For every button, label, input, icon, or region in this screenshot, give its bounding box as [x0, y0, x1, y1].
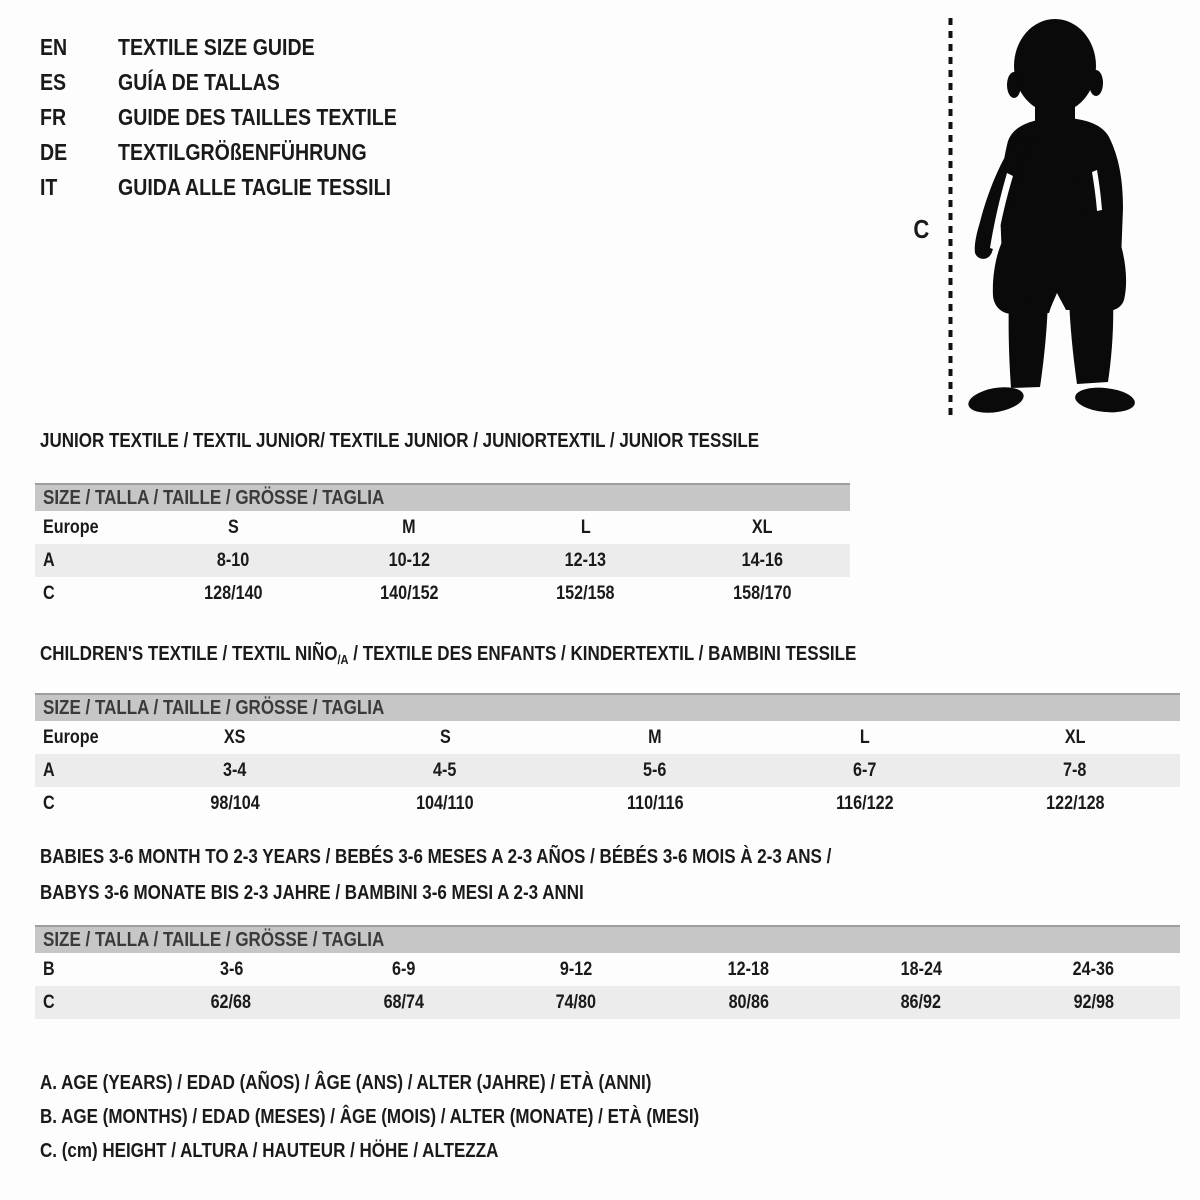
babies-size-table — [35, 925, 1180, 1019]
size-cell: XL — [1064, 726, 1086, 748]
height-cell: 116/122 — [836, 792, 894, 814]
babies-size-grid — [35, 953, 1180, 1019]
lang-title: GUIDA ALLE TAGLIE TESSILI — [118, 174, 391, 200]
junior-size-grid — [35, 511, 850, 610]
height-cell: 122/128 — [1045, 792, 1105, 814]
children-section-title: CHILDREN'S TEXTILE / TEXTIL $NIÑO_{/A}$ / TEXTILE DES ENFANTS / KINDERTEXTIL / BAMBINI TESSILE — [40, 643, 857, 667]
size-cell: L — [860, 726, 870, 748]
legend-age-months: B. AGE (MONTHS) / EDAD (MESES) / ÂGE (MOIS) / ALTER (MONATE) / ETÀ (MESI) — [40, 1106, 700, 1128]
lang-code: ES — [40, 69, 67, 95]
children-size-table — [35, 693, 1180, 820]
table-row — [35, 953, 1180, 986]
junior-section-title: JUNIOR TEXTILE / TEXTIL JUNIOR/ TEXTILE JUNIOR / JUNIORTEXTIL / JUNIOR TESSILE — [40, 430, 760, 452]
table-row — [35, 754, 1180, 787]
table-row — [35, 511, 850, 544]
age-cell: 12-18 — [728, 958, 770, 980]
size-header-row: SIZE / TALLA / TAILLE / GRÖSSE / TAGLIA — [35, 483, 850, 511]
legend-age-years: A. AGE (YEARS) / EDAD (AÑOS) / ÂGE (ANS) / ALTER (JAHRE) / ETÀ (ANNI) — [40, 1072, 652, 1094]
size-cell: XS — [224, 726, 246, 748]
lang-title: GUÍA DE TALLAS — [118, 69, 280, 95]
table-row — [35, 577, 850, 610]
height-cell: 140/152 — [380, 582, 439, 604]
lang-code: DE — [40, 139, 68, 165]
lang-title: TEXTILE SIZE GUIDE — [118, 34, 315, 60]
row-label: C — [43, 582, 55, 604]
height-cell: 158/170 — [732, 582, 792, 604]
row-label: B — [43, 958, 55, 980]
size-cell: M — [402, 516, 417, 538]
babies-section-title-line2: BABYS 3-6 MONATE BIS 2-3 JAHRE / BAMBINI 3-6 MESI A 2-3 ANNI — [40, 882, 584, 904]
height-cell: 80/86 — [728, 991, 769, 1013]
age-cell: 3-6 — [219, 958, 243, 980]
row-label: A — [43, 549, 55, 571]
title-subscript: /A — [337, 652, 349, 667]
row-label: Europe — [43, 516, 99, 538]
size-header-row: SIZE / TALLA / TAILLE / GRÖSSE / TAGLIA — [35, 925, 1180, 953]
children-size-grid — [35, 721, 1180, 820]
legend-height-cm: C. (cm) HEIGHT / ALTURA / HAUTEUR / HÖHE / ALTEZZA — [40, 1140, 499, 1162]
lang-code: FR — [40, 104, 67, 130]
babies-section-title-line1: BABIES 3-6 MONTH TO 2-3 YEARS / BEBÉS 3-6 MESES A 2-3 AÑOS / BÉBÉS 3-6 MOIS À 2-3 ANS / — [40, 846, 832, 868]
size-cell: L — [580, 516, 591, 538]
age-cell: 12-13 — [564, 549, 607, 571]
height-cell: 98/104 — [210, 792, 260, 814]
height-cell: 62/68 — [211, 991, 252, 1013]
table-row — [35, 544, 850, 577]
age-cell: 8-10 — [216, 549, 250, 571]
row-label: Europe — [43, 726, 99, 748]
lang-title: TEXTILGRÖßENFÜHRUNG — [118, 139, 367, 165]
height-cell: 92/98 — [1073, 991, 1114, 1013]
age-cell: 5-6 — [643, 759, 667, 781]
baby-silhouette-icon — [950, 8, 1155, 420]
row-label: C — [43, 792, 55, 814]
age-cell: 10-12 — [388, 549, 431, 571]
size-cell: S — [227, 516, 239, 538]
age-cell: 6-7 — [853, 759, 877, 781]
figure-height-label: C — [913, 214, 930, 244]
lang-title: GUIDE DES TAILLES TEXTILE — [118, 104, 397, 130]
height-cell: 128/140 — [203, 582, 263, 604]
row-label: C — [43, 991, 55, 1013]
height-cell: 110/116 — [626, 792, 684, 814]
row-label: A — [43, 759, 55, 781]
age-cell: 24-36 — [1073, 958, 1115, 980]
age-cell: 7-8 — [1063, 759, 1087, 781]
size-cell: M — [648, 726, 662, 748]
age-cell: 14-16 — [741, 549, 783, 571]
age-cell: 4-5 — [433, 759, 457, 781]
table-row — [35, 787, 1180, 820]
table-row — [35, 986, 1180, 1019]
size-cell: XL — [751, 516, 773, 538]
height-cell: 152/158 — [556, 582, 615, 604]
lang-code: IT — [40, 174, 58, 200]
height-cell: 104/110 — [416, 792, 474, 814]
age-cell: 9-12 — [560, 958, 593, 980]
height-cell: 86/92 — [901, 991, 942, 1013]
junior-size-table — [35, 483, 850, 610]
age-cell: 18-24 — [900, 958, 942, 980]
size-cell: S — [439, 726, 451, 748]
age-cell: 6-9 — [392, 958, 416, 980]
height-cell: 74/80 — [556, 991, 597, 1013]
height-cell: 68/74 — [383, 991, 424, 1013]
age-cell: 3-4 — [223, 759, 247, 781]
table-row — [35, 721, 1180, 754]
lang-code: EN — [40, 34, 68, 60]
size-header-row: SIZE / TALLA / TAILLE / GRÖSSE / TAGLIA — [35, 693, 1180, 721]
